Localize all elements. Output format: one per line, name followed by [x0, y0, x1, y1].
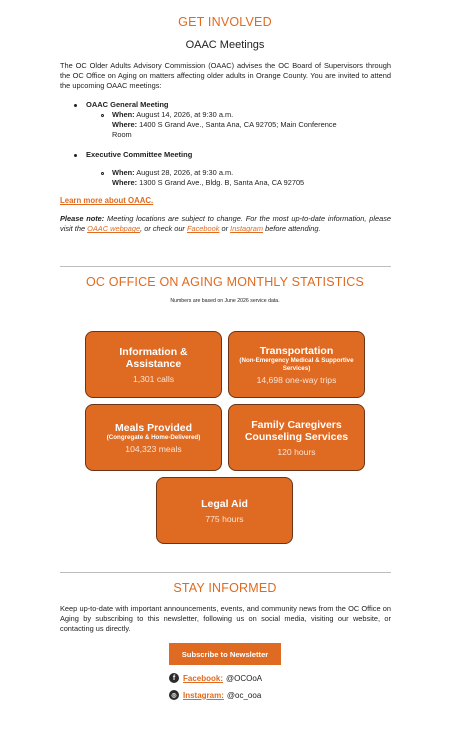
stat-value: 1,301 calls — [132, 373, 175, 384]
meeting-executive-details: When: August 28, 2026, at 9:30 a.m. Where: 1300 S Grand Ave., Bldg. B, Santa Ana, CA 92705 — [112, 168, 305, 187]
stat-card-information-assistance — [85, 331, 222, 398]
meeting-note: Please note: Meeting locations are subject to change. For the most up-to-date information, please visit the OAAC webpage, or check our Facebook or Instagram before attending. — [60, 214, 391, 234]
facebook-icon[interactable]: f — [169, 673, 179, 683]
meeting-title-executive: Executive Committee Meeting — [86, 150, 193, 159]
stat-subtitle: (Non-Emergency Medical & Supportive Services) — [239, 356, 354, 372]
facebook-row — [169, 673, 262, 683]
instagram-row — [169, 690, 261, 700]
instagram-icon[interactable]: ◎ — [169, 690, 179, 700]
stat-value: 104,323 meals — [125, 443, 182, 454]
oaac-webpage-link[interactable]: OAAC webpage — [87, 224, 141, 234]
stat-card-family-caregivers — [228, 404, 365, 471]
facebook-handle: @OCOoA — [226, 673, 263, 683]
instagram-link[interactable]: Instagram: — [183, 690, 224, 700]
learn-more-oaac-link[interactable]: Learn more about OAAC. — [60, 196, 154, 205]
instagram-link[interactable]: Instagram — [230, 224, 264, 234]
meeting-general-details: When: August 14, 2026, at 9:30 a.m. Where: 1400 S Grand Ave., Santa Ana, CA 92705; Main Conference Room — [112, 110, 337, 139]
stay-informed-heading: STAY INFORMED — [173, 581, 277, 595]
sub-bullet — [101, 114, 104, 117]
stat-card-transportation — [228, 331, 365, 398]
meeting-title-general: OAAC General Meeting — [86, 100, 169, 109]
stat-title: Information & Assistance — [119, 345, 188, 370]
stat-subtitle: (Congregate & Home-Delivered) — [106, 433, 201, 441]
stat-title: Transportation — [259, 344, 334, 357]
oaac-intro: The OC Older Adults Advisory Commission (OAAC) advises the OC Board of Supervisors through the OC Office on Aging on matters affecting older adults in Orange County. You are invited to attend the upcoming OAAC meetings: — [60, 61, 391, 91]
instagram-handle: @oc_ooa — [226, 690, 262, 700]
stat-card-meals-provided — [85, 404, 222, 471]
facebook-link[interactable]: Facebook: — [183, 673, 224, 683]
stat-value: 775 hours — [205, 513, 244, 524]
oaac-meetings-heading: OAAC Meetings — [185, 39, 265, 51]
facebook-link[interactable]: Facebook — [186, 224, 220, 234]
stat-value: 14,698 one-way trips — [256, 374, 337, 385]
get-involved-heading: GET INVOLVED — [178, 15, 272, 29]
stay-informed-text: Keep up-to-date with important announcements, events, and community news from the OC Office on Aging by subscribing to this newsletter, following us on social media, visiting our website, or contacting us directly. — [60, 604, 391, 634]
divider — [60, 266, 391, 267]
stat-title: Family Caregivers Counseling Services — [244, 418, 349, 443]
stat-value: 120 hours — [277, 446, 316, 457]
stat-card-legal-aid — [156, 477, 293, 544]
bullet — [74, 104, 77, 107]
subscribe-newsletter-button[interactable]: Subscribe to Newsletter — [169, 643, 281, 665]
sub-bullet — [101, 172, 104, 175]
stat-title: Meals Provided — [114, 421, 193, 434]
stat-title: Legal Aid — [201, 497, 248, 510]
statistics-heading: OC OFFICE ON AGING MONTHLY STATISTICS — [85, 275, 365, 289]
bullet — [74, 154, 77, 157]
statistics-basis-note: Numbers are based on June 2026 service data. — [170, 298, 280, 304]
divider — [60, 572, 391, 573]
